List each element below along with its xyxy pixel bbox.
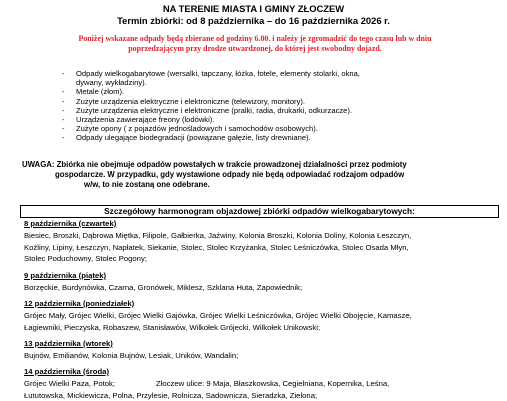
day-towns: Grójec Wielki Paza, Potok;: [24, 378, 116, 388]
day-towns: Łagiewniki, Pieczyska, Robaszew, Stanisławów, Wilkołek Grójecki, Wilkołek Unikowski;: [24, 322, 321, 332]
list-item: - Zużyte urządzenia elektryczne i elektroniczne (telewizory, monitory).: [62, 96, 306, 106]
warning-line: gospodarcze. W przypadku, gdy wystawione odpady nie będą odpowiadać rodzajom odpadów: [55, 170, 405, 179]
list-item: - Zużyte urządzenia elektryczne i elektroniczne (pralki, radia, drukarki, odkurzacze).: [62, 105, 353, 115]
waste-list: [62, 69, 502, 143]
schedule-day: [24, 338, 502, 362]
list-item: - Odpady wielkogabarytowe (wersalki, tapczany, łóżka, fotele, elementy stolarki, okna,: [62, 69, 360, 78]
schedule-day: [24, 366, 502, 401]
day-towns: Bujnów, Emilianów, Kolonia Bujnów, Lesiak, Uników, Wandalin;: [24, 350, 239, 360]
schedule-heading: Szczegółowy harmonogram objazdowej zbiórki odpadów wielkogabarytowych:: [20, 205, 499, 218]
day-towns: Biesiec, Broszki, Dąbrowa Miętka, Filipole, Gałbierka, Jaźwiny, Kolonia Broszki, Kolonia Doliny, Kolonia Łeszczyn,: [24, 230, 412, 240]
list-item: - Odpady ulegające biodegradacji (powiązane gałęzie, listy drewniane).: [62, 133, 311, 143]
day-date: 8 października (czwartek): [24, 219, 117, 228]
red-notice: [14, 34, 496, 54]
day-towns-row: [24, 378, 502, 390]
collection-term: Termin zbiórki: od 8 października – do 16 października 2026 r.: [117, 15, 390, 26]
list-item: dywany, wykładziny).: [76, 78, 147, 88]
warning-line: w/w, to nie zostaną one odebrane.: [84, 180, 210, 189]
day-towns: Stolec Poduchowny, Stolec Pogony;: [24, 254, 147, 264]
list-item: - Urządzenia zawierające freony (lodówki).: [62, 115, 215, 125]
warning-note: [22, 160, 487, 190]
list-item: - Zużyte opony ( z pojazdów jednośladowych i samochodów osobowych).: [62, 124, 318, 134]
day-towns: Grójec Mały, Grójec Wielki, Grójec Wielki Gajówka, Grójec Wielki Leśniczówka, Grójec Wielki Obojęcie, Kamasze,: [24, 310, 412, 320]
notice-line: Poniżej wskazane odpady będą zbierane od godziny 6.00. i należy je zgromadzić do tego czasu lub w dniu: [78, 34, 432, 43]
day-date: 9 października (piątek): [24, 271, 107, 280]
schedule-day: [24, 270, 502, 294]
schedule-day: [24, 218, 502, 265]
warning-line: UWAGA: Zbiórka nie obejmuje odpadów powstałych w trakcie prowadzonej działalności przez podmioty: [22, 160, 407, 169]
day-date: 14 października (środa): [24, 367, 110, 376]
document-title: NA TERENIE MIASTA I GMINY ZŁOCZEW: [162, 3, 345, 14]
day-date: 13 października (wtorek): [24, 339, 113, 348]
schedule-day: [24, 298, 502, 333]
list-item: - Metale (złom).: [62, 87, 125, 97]
day-towns: Łututowska, Mickiewicza, Polna, Przylesie, Rolnicza, Sadownicza, Sieradzka, Zielona;: [24, 390, 318, 400]
day-date: 12 października (poniedziałek): [24, 299, 135, 308]
day-towns: Borzęckie, Burdynówka, Czarna, Gronówek, Miklesz, Szklana Huta, Zapowiednik;: [24, 282, 303, 292]
day-towns: Złoczew ulice: 9 Maja, Błaszkowska, Cegielniana, Kopernika, Leśna,: [156, 378, 390, 388]
day-towns: Koźliny, Lipiny, Łeszczyn, Napłatek, Siekanie, Stolec, Stolec Krzyżanka, Stolec Leśniczówka, Stolec Osada Młyn,: [24, 242, 409, 252]
notice-line: poprzedzającym przy drodze utwardzonej, do której jest swobodny dojazd.: [128, 44, 382, 53]
